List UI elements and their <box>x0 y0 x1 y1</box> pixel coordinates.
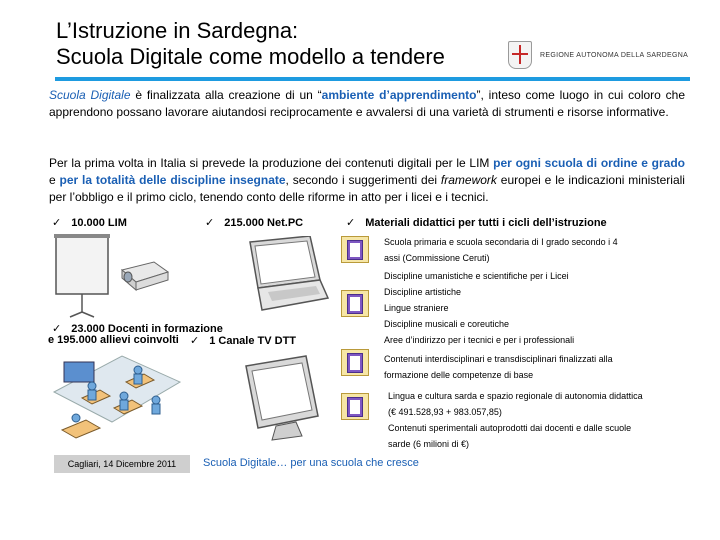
check-canale <box>190 334 296 347</box>
region-logo <box>508 40 698 70</box>
lim-text-c: , secondo i suggerimenti dei <box>285 173 441 187</box>
intro-text-b: ”, inteso come luogo in cui coloro che apprendono possano lavorare aiutandosi reciprocamente e avvalersi di una varietà di strumenti e risorse informative. <box>49 88 685 119</box>
check-materiali <box>346 216 607 229</box>
intro-lead: Scuola Digitale <box>49 88 131 102</box>
slide-title <box>56 18 445 70</box>
materials-4-line-1: Lingua e cultura sarda e spazio regionale di autonomia didattica <box>388 391 643 401</box>
check-allievi-label: e 195.000 allievi coinvolti <box>48 334 179 346</box>
check-canale-label: 1 Canale TV DTT <box>209 335 297 347</box>
check-netpc-label: 215.000 Net.PC <box>224 217 304 229</box>
check-icon: ✓ <box>190 335 200 347</box>
book-icon <box>341 236 371 264</box>
materials-item-1 <box>384 234 618 266</box>
materials-2-line-5: Aree d’indirizzo per i tecnici e per i professionali <box>384 335 575 345</box>
lim-highlight-2: per la totalità delle discipline insegnate <box>59 173 286 187</box>
materials-2-line-4: Discipline musicali e coreutiche <box>384 319 510 329</box>
materials-2-line-3: Lingue straniere <box>384 303 449 313</box>
materials-item-3 <box>384 351 613 383</box>
paragraph-lim <box>49 155 685 206</box>
check-icon: ✓ <box>346 217 356 229</box>
lim-text-a: Per la prima volta in Italia si prevede la produzione dei contenuti digitali per le LIM <box>49 156 494 170</box>
book-icon <box>341 349 371 377</box>
materials-4-line-2: (€ 491.528,93 + 983.057,85) <box>388 407 502 417</box>
lim-text-d: europei e le indicazioni ministeriali per l’obbligo e il primo ciclo, tenendo conto delle riforme in atto per i licei e i tecnici. <box>49 173 685 204</box>
title-line-2: Scuola Digitale come modello a tendere <box>56 44 445 69</box>
title-divider <box>55 77 690 81</box>
check-icon: ✓ <box>205 217 215 229</box>
whiteboard-projector-illustration <box>52 232 172 318</box>
tv-illustration <box>236 352 326 442</box>
logo-text: REGIONE AUTONOMA DELLA SARDEGNA <box>540 51 689 59</box>
materials-item-4 <box>388 388 643 452</box>
materials-item-2 <box>384 268 574 348</box>
netbook-illustration <box>230 236 330 322</box>
title-line-1: L’Istruzione in Sardegna: <box>56 18 299 43</box>
check-netpc <box>205 216 303 229</box>
materials-1-line-1: Scuola primaria e scuola secondaria di I grado secondo i 4 <box>384 237 618 247</box>
classroom-illustration <box>52 352 182 447</box>
materials-3-line-1: Contenuti interdisciplinari e transdisciplinari finalizzati alla <box>384 354 613 364</box>
materials-4-line-4: sarde (6 milioni di €) <box>388 439 470 449</box>
check-icon: ✓ <box>52 323 62 335</box>
materials-2-line-1: Discipline umanistiche e scientifiche per i Licei <box>384 271 569 281</box>
materials-2-line-2: Discipline artistiche <box>384 287 462 297</box>
footer-date: Cagliari, 14 Dicembre 2011 <box>67 459 177 469</box>
check-materiali-label: Materiali didattici per tutti i cicli dell’istruzione <box>365 217 607 229</box>
footer-tagline: Scuola Digitale… per una scuola che cresce <box>203 457 419 469</box>
footer-date-box <box>54 455 190 473</box>
lim-text-b: e <box>49 173 60 187</box>
materials-4-line-3: Contenuti sperimentali autoprodotti dai docenti e dalle scuole <box>388 423 632 433</box>
check-allievi <box>48 334 179 346</box>
intro-text-a: è finalizzata alla creazione di un “ <box>130 88 322 102</box>
sardinia-crest-icon <box>508 41 532 69</box>
book-icon <box>341 290 371 318</box>
book-icon <box>341 393 371 421</box>
check-lim-label: 10.000 LIM <box>71 217 127 229</box>
lim-framework: framework <box>440 173 497 187</box>
materials-1-line-2: assi (Commissione Ceruti) <box>384 253 490 263</box>
intro-highlight: ambiente d’apprendimento <box>321 88 477 102</box>
check-lim <box>52 216 127 229</box>
lim-highlight-1: per ogni scuola di ordine e grado <box>493 156 686 170</box>
check-docenti-label: 23.000 Docenti in formazione <box>71 323 223 335</box>
materials-3-line-2: formazione delle competenze di base <box>384 370 534 380</box>
paragraph-intro <box>49 87 685 121</box>
check-icon: ✓ <box>52 217 62 229</box>
